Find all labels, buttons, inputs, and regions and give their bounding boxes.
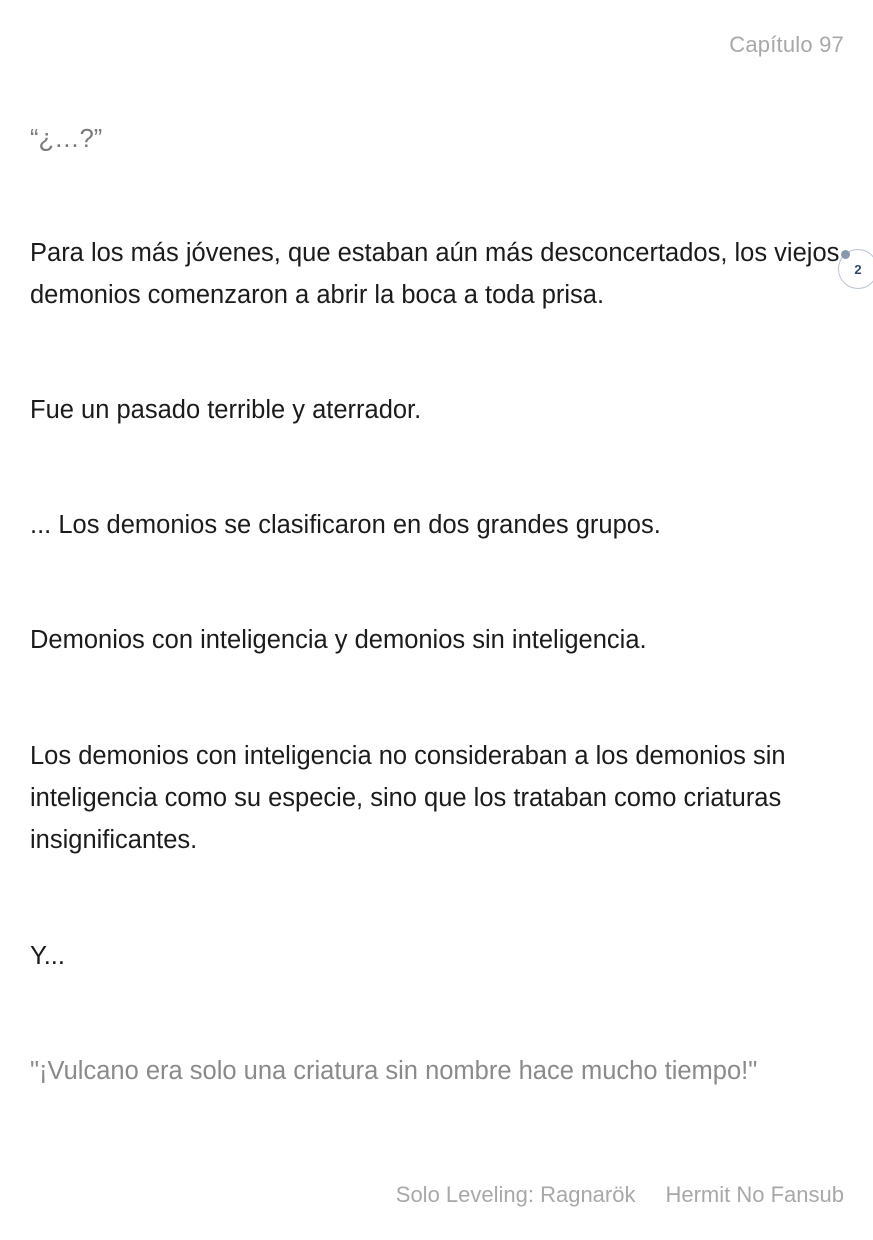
- paragraph-and: Y...: [30, 942, 65, 970]
- footer: [396, 1182, 844, 1208]
- footer-book-title: Solo Leveling: Ragnarök: [395, 1182, 636, 1207]
- paragraph-insignificant: Los demonios con inteligencia no consideraban a los demonios sin inteligencia como su especie, sino que los trataban como criaturas insignificantes.: [30, 742, 786, 854]
- paragraph-two-groups: ... Los demonios se clasificaron en dos grandes grupos.: [30, 511, 661, 539]
- paragraph-vulcan-quote: "¡Vulcano era solo una criatura sin nombre hace mucho tiempo!": [30, 1057, 758, 1085]
- paragraph-young-demons: Para los más jóvenes, que estaban aún más desconcertados, los viejos demonios comenzaron a abrir la boca a toda prisa.: [30, 239, 840, 309]
- page-badge-indicator-icon: [841, 250, 850, 259]
- footer-translator: Hermit No Fansub: [665, 1182, 844, 1207]
- chapter-label: Capítulo 97: [729, 32, 844, 57]
- paragraph-intelligence: Demonios con inteligencia y demonios sin inteligencia.: [30, 626, 647, 654]
- paragraph-quote-question: “¿…?”: [30, 125, 103, 153]
- page-number-badge[interactable]: 2: [838, 249, 873, 289]
- paragraph-terrible-past: Fue un pasado terrible y aterrador.: [30, 396, 422, 424]
